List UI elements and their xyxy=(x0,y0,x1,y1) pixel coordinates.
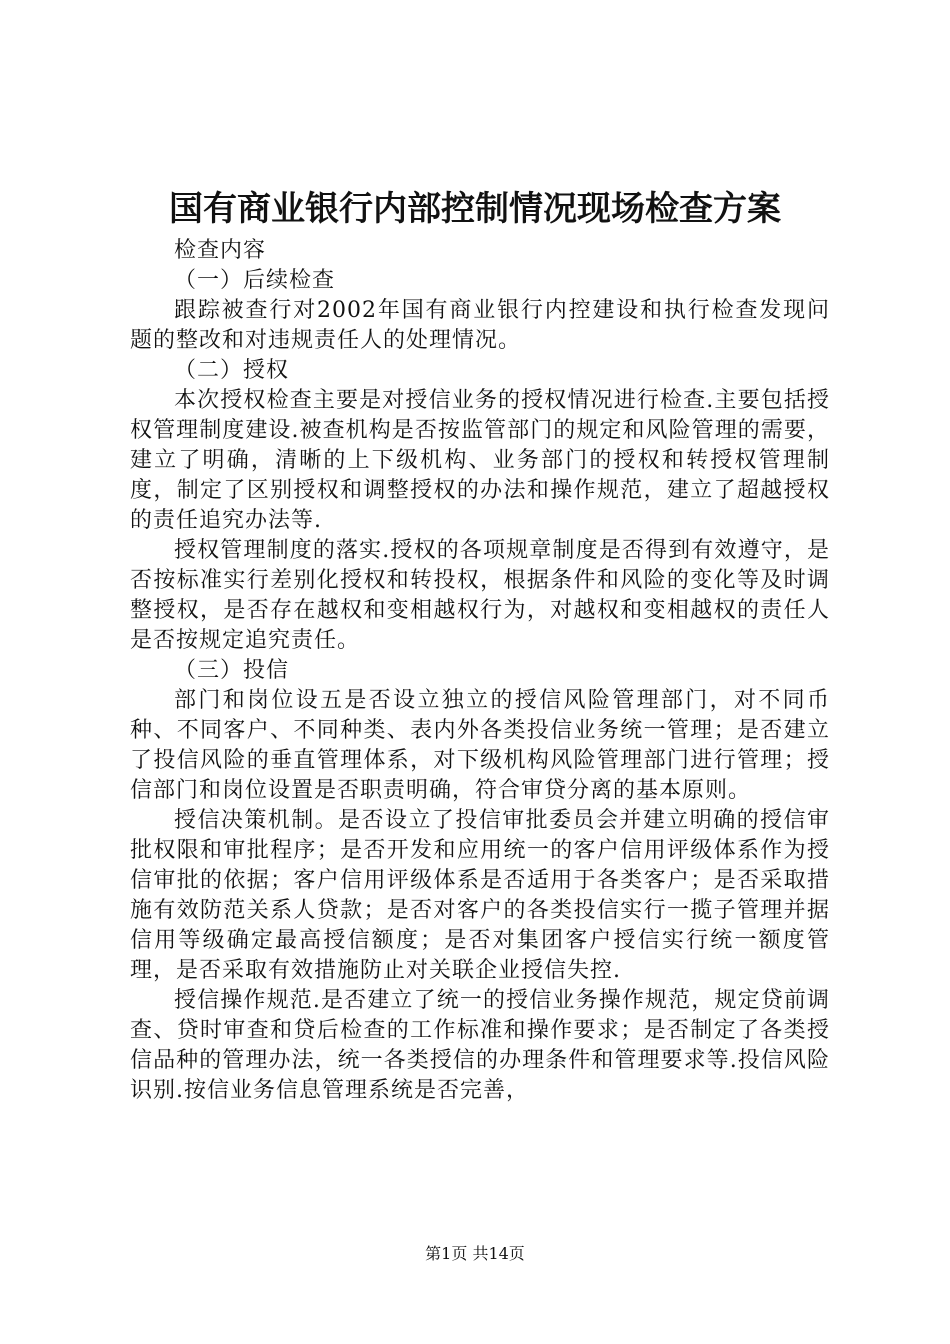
paragraph: 部门和岗位设五是否设立独立的授信风险管理部门，对不同币种、不同客户、不同种类、表内外各类投信业务统一管理；是否建立了投信风险的垂直管理体系，对下级机构风险管理部门进行管理；授信部门和岗位设置是否职责明确，符合审贷分离的基本原则。 xyxy=(130,688,830,803)
paragraph: 授权管理制度的落实.授权的各项规章制度是否得到有效遵守，是否按标准实行差别化授权和转投权，根据条件和风险的变化等及时调整授权，是否存在越权和变相越权行为，对越权和变相越权的责任人是否按规定追究责任。 xyxy=(130,538,830,653)
document-title: 国有商业银行内部控制情况现场检查方案 xyxy=(169,189,781,229)
paragraph: 授信操作规范.是否建立了统一的授信业务操作规范，规定贷前调查、贷时审查和贷后检查的工作标准和操作要求；是否制定了各类授信品种的管理办法，统一各类授信的办理条件和管理要求等.投信风险识别.按信业务信息管理系统是否完善， xyxy=(130,988,830,1103)
paragraph: 授信决策机制。是否设立了投信审批委员会并建立明确的授信审批权限和审批程序；是否开发和应用统一的客户信用评级体系作为授信审批的依据；客户信用评级体系是否适用于各类客户；是否采取措施有效防范关系人贷款；是否对客户的各类投信实行一揽子管理并据信用等级确定最高授信额度；是否对集团客户授信实行统一额度管理，是否采取有效措施防止对关联企业授信失控. xyxy=(130,808,830,983)
paragraph: （二）授权 xyxy=(174,358,290,383)
paragraph: （三）投信 xyxy=(174,658,290,683)
paragraph: 跟踪被查行对2002年国有商业银行内控建设和执行检查发现问题的整改和对违规责任人的处理情况。 xyxy=(130,298,830,353)
paragraph: （一）后续检查 xyxy=(174,268,336,293)
paragraph: 本次授权检查主要是对授信业务的授权情况进行检查.主要包括授权管理制度建设.被查机构是否按监管部门的规定和风险管理的需要，建立了明确，清晰的上下级机构、业务部门的授权和转授权管理制度，制定了区别授权和调整授权的办法和操作规范，建立了超越授权的责任追究办法等. xyxy=(130,388,830,533)
page-number-footer: 第1页 共14页 xyxy=(425,1244,525,1263)
document-body xyxy=(130,236,830,1106)
paragraph: 检查内容 xyxy=(174,238,267,263)
